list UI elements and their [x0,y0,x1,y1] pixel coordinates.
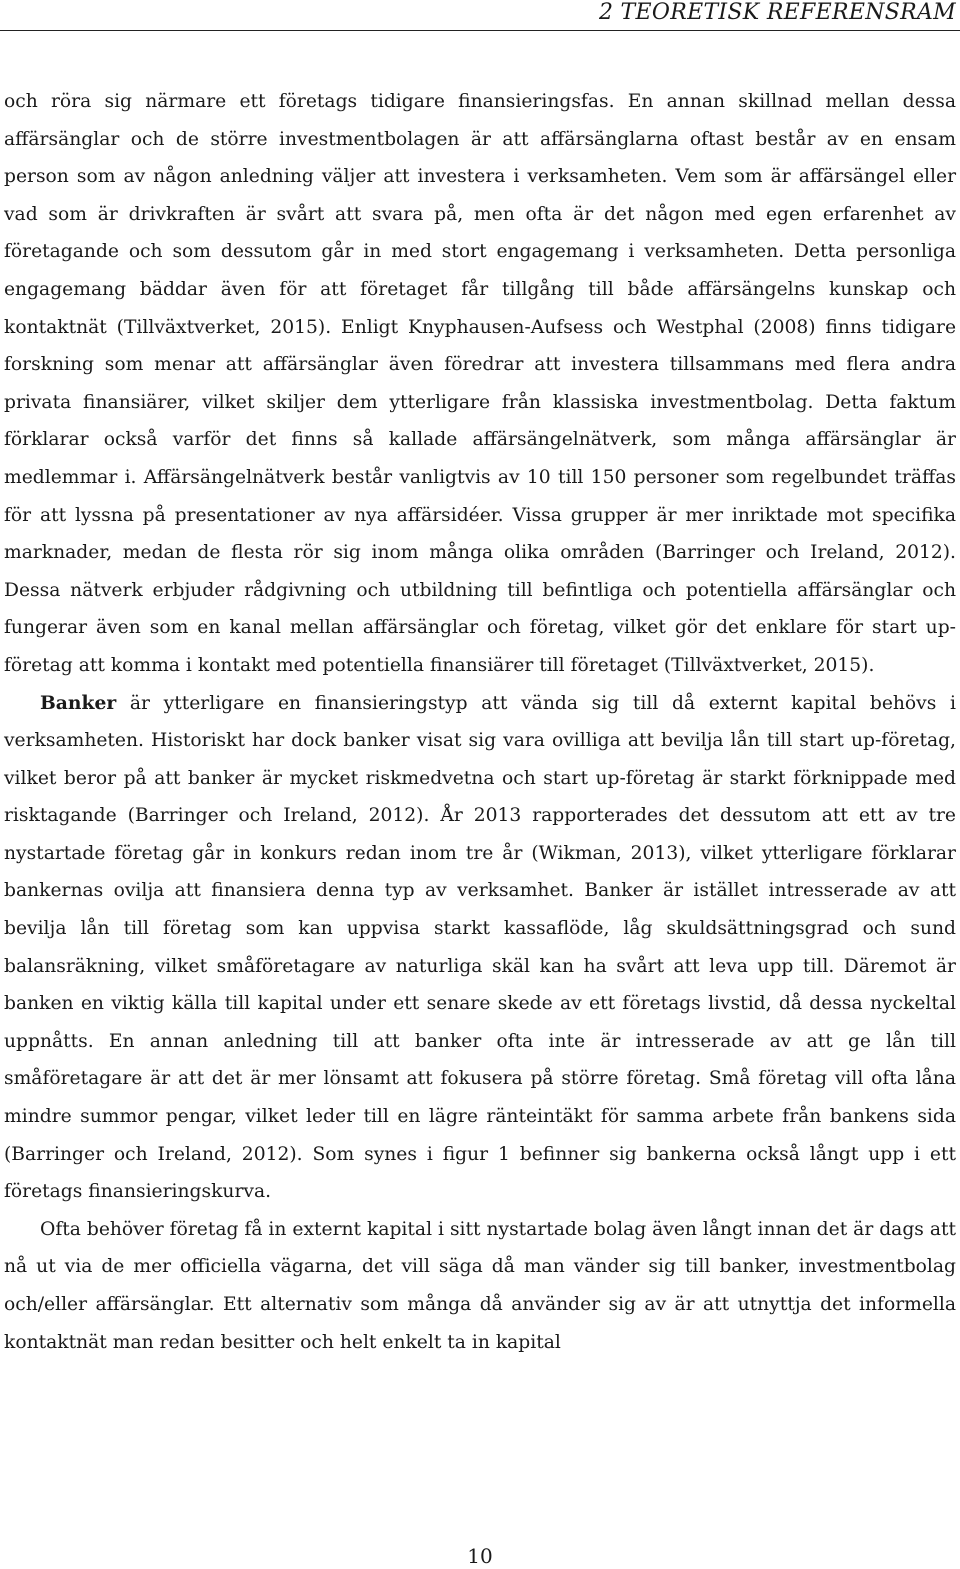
paragraph-business-angels [4,83,956,685]
paragraph-text: är ytterligare en finansieringstyp att vända sig till då externt kapital behövs i verksamheten. Historiskt har dock banker visat sig vara ovilliga att bevilja lån till start up-företag, vilket beror på att banker är mycket riskmedvetna och start up-företag är starkt förknippade med risktagande (Barringer och Ireland, 2012). År 2013 rapporterades det dessutom att ett av tre nystartade företag går in konkurs redan inom tre år (Wikman, 2013), vilket ytterligare förklarar bankernas ovilja att finansiera denna typ av verksamhet. Banker är istället intresserade av att bevilja lån till företag som kan uppvisa starkt kassaflöde, låg skuldsättningsgrad och sund balansräkning, vilket småföretagare av naturliga skäl kan ha svårt att leva upp till. Däremot är banken en viktig källa till kapital under ett senare skede av ett företags livstid, då dessa nyckeltal uppnåtts. En annan anledning till att banker ofta inte är intresserade av att ge lån till småföretagare är att det är mer lönsamt att fokusera på större företag. Små företag vill ofta låna mindre summor pengar, vilket leder till en lägre ränteintäkt för samma arbete från bankens sida (Barringer och Ireland, 2012). Som synes i figur 1 befinner sig bankerna också långt upp i ett företags finansieringskurva. [4,692,956,1203]
paragraph-text: och röra sig närmare ett företags tidigare finansieringsfas. En annan skillnad mellan dessa affärsänglar och de större investmentbolagen är att affärsänglarna oftast består av en ensam person som av någon anledning väljer att investera i verksamheten. Vem som är affärsängel eller vad som är drivkraften är svårt att svara på, men ofta är det någon med egen erfarenhet av företagande och som dessutom går in med stort engagemang i verksamheten. Detta personliga engagemang bäddar även för att företaget får tillgång till både affärsängelns kunskap och kontaktnät (Tillväxtverket, 2015). Enligt Knyphausen-Aufsess och Westphal (2008) finns tidigare forskning som menar att affärsänglar även föredrar att investera tillsammans med flera andra privata finansiärer, vilket skiljer dem ytterligare från klassiska investmentbolag. Detta faktum förklarar också varför det finns så kallade affärsängelnätverk, som många affärsänglar är medlemmar i. Affärsängelnätverk består vanligtvis av 10 till 150 personer som regelbundet träffas för att lyssna på presentationer av nya affärsidéer. Vissa grupper är mer inriktade mot specifika marknader, medan de flesta rör sig inom många olika områden (Barringer och Ireland, 2012). Dessa nätverk erbjuder rådgivning och utbildning till befintliga och potentiella affärsänglar och fungerar även som en kanal mellan affärsänglar och företag, vilket gör det enklare för start up-företag att komma i kontakt med potentiella finansiärer till företaget (Tillväxtverket, 2015). [4,91,956,676]
paragraph-text: Ofta behöver företag få in externt kapital i sitt nystartade bolag även långt innan det är dags att nå ut via de mer officiella vägarna, det vill säga då man vänder sig till banker, investmentbolag och/eller affärsänglar. Ett alternativ som många då använder sig av är att utnyttja det informella kontaktnät man redan besitter och helt enkelt ta in kapital [4,1218,956,1353]
paragraph-informal-network [4,1211,956,1361]
term-banker: Banker [40,691,117,714]
page-number: 10 [467,1544,493,1568]
running-header [0,0,960,31]
paragraph-banks [4,685,956,1211]
section-title: 2 TEORETISK REFERENSRAM [598,0,956,25]
body-text [4,83,956,1361]
